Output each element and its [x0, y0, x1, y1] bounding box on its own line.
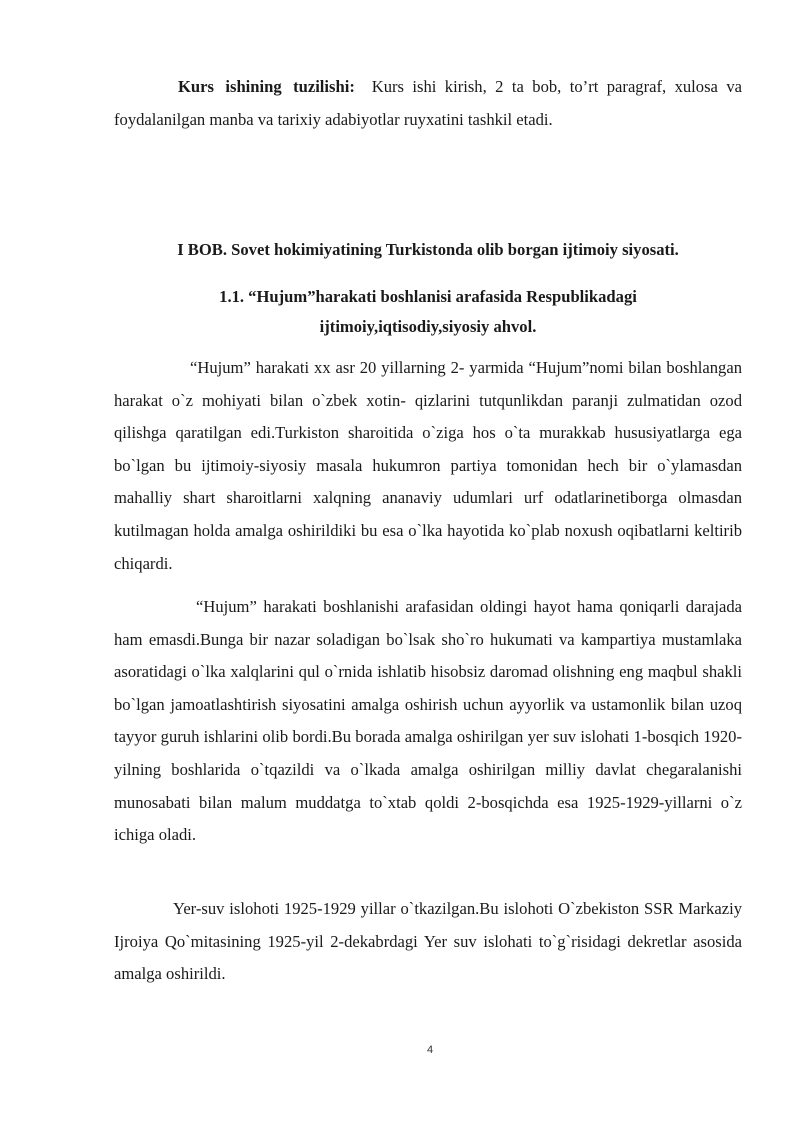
intro-text: Kurs ishi kirish, 2 ta bob, to’rt paragraf, xulosa va foydalanilgan manba va tarixiy adabiyotlar ruyxatini tashkil etadi.: [114, 77, 742, 129]
section-title-line-1: 1.1. “Hujum”harakati boshlanisi arafasida Respublikadagi: [219, 287, 637, 306]
body-paragraph-2: “Hujum” harakati boshlanishi arafasidan oldingi hayot hama qoniqarli darajada ham emasdi.Bunga bir nazar soladigan bo`lsak sho`ro hukumati va kampartiya mustamlaka asoratidagi o`lka xalqlarini qul o`rnida ishlatib hisobsiz daromad olishning eng maqbul shakli bo`lgan jamoatlashtirish siyosatini amalga oshirish uchun ayyorlik va ustamonlik bilan uzoq tayyor guruh ishlarini olib bordi.Bu borada amalga oshirilgan yer suv islohati 1-bosqich 1920-yilning boshlarida o`tqazildi va o`lkada amalga oshirilgan milliy davlat chegaralanishi munosabati bilan malum muddatga to`xtab qoldi 2-bosqichda esa 1925-1929-yillarni o`z ichiga oladi.: [114, 597, 742, 845]
chapter-title: I BOB. Sovet hokimiyatining Turkistonda olib borgan ijtimoiy siyosati.: [177, 240, 679, 259]
page-number: 4: [426, 1044, 434, 1056]
body-paragraph-3: Yer-suv islohoti 1925-1929 yillar o`tkazilgan.Bu islohoti O`zbekiston SSR Markaziy Ijroiya Qo`mitasining 1925-yil 2-dekabrdagi Yer suv islohati to`g`risidagi dekretlar asosida amalga oshirildi.: [114, 899, 742, 984]
body-paragraph-1: “Hujum” harakati xx asr 20 yillarning 2- yarmida “Hujum”nomi bilan boshlangan harakat o`z mohiyati bilan o`zbek xotin- qizlarini tutqunlikdan paranji zulmatidan ozod qilishga qaratilgan edi.Turkiston sharoitida o`ziga hos o`ta murakkab hususiyatlarga ega bo`lgan bu ijtimoiy-siyosiy masala hukumron partiya tomonidan hech bir o`ylamasdan mahalliy shart sharoitlarni xalqning ananaviy udumlari urf odatlarinetiborga olmasdan kutilmagan holda amalga oshirildiki bu esa o`lka hayotida ko`plab noxush oqibatlarni keltirib chiqardi.: [114, 358, 742, 573]
intro-paragraph: [114, 71, 742, 136]
section-title: [114, 282, 742, 342]
section-title-line-2: ijtimoiy,iqtisodiy,siyosiy ahvol.: [319, 317, 537, 336]
intro-lead: Kurs ishining tuzilishi:: [178, 77, 355, 96]
